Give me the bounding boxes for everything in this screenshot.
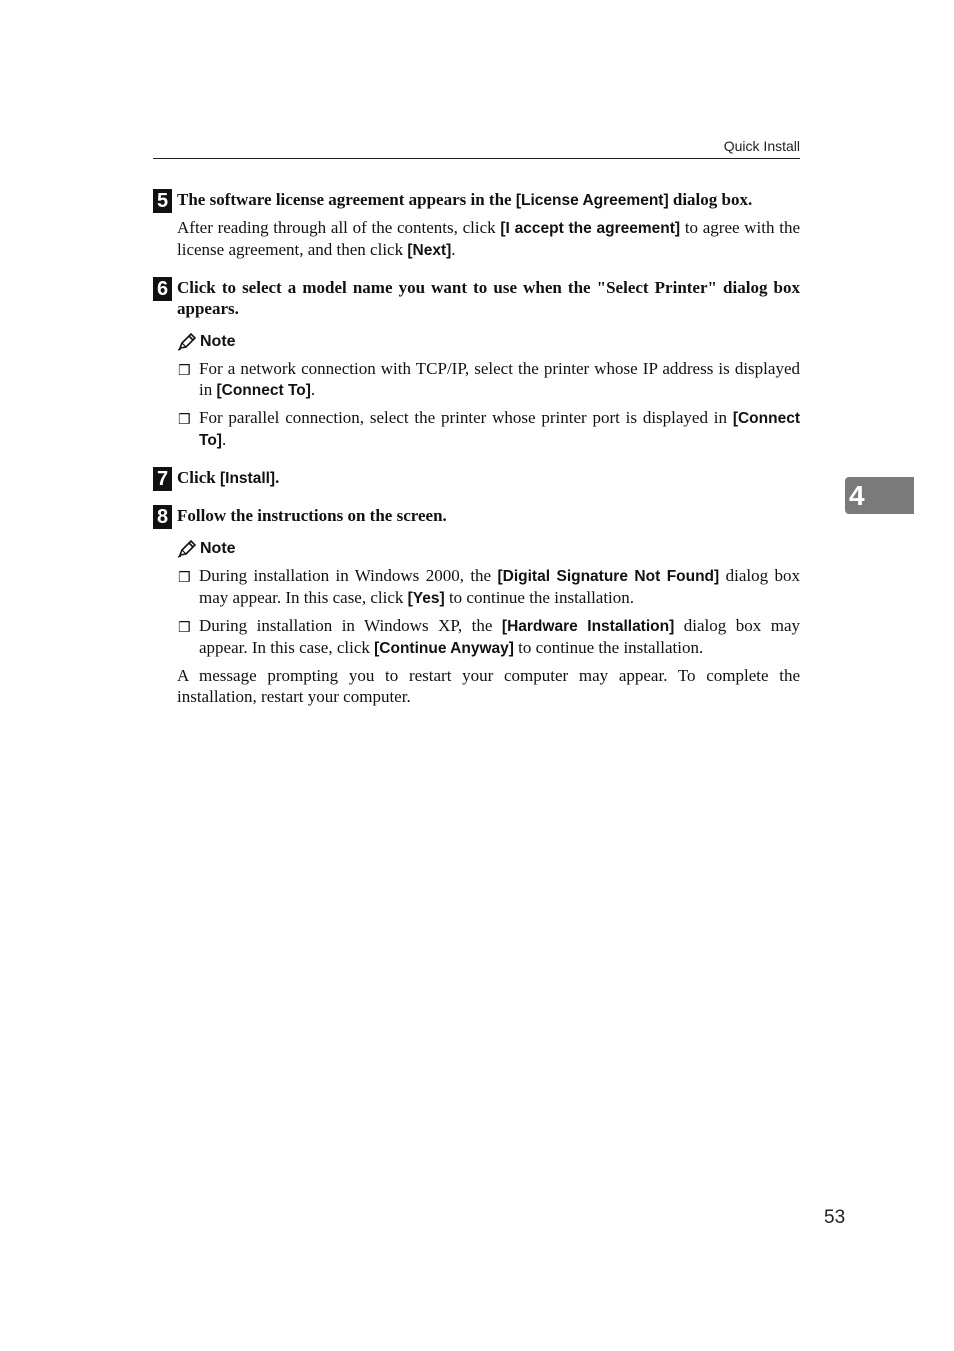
header-rule	[153, 158, 800, 159]
step-6	[153, 277, 800, 451]
checkbox-bullet-icon: ❒	[178, 620, 191, 636]
ui-label: [I accept the agreement]	[500, 220, 681, 237]
checkbox-bullet-icon: ❒	[178, 412, 191, 428]
chapter-tab: 4	[845, 477, 914, 514]
note-item: ❒ During installation in Windows 2000, the [Digital Signature Not Found] dialog box may appear. In this case, click [Yes] to continue the installation.	[178, 566, 800, 607]
step-number-badge: 7	[153, 467, 172, 491]
note-item: ❒ For parallel connection, select the printer whose printer port is displayed in [Connect To].	[178, 408, 800, 449]
note-item: ❒ For a network connection with TCP/IP, select the printer whose IP address is displayed in [Connect To].	[178, 359, 800, 399]
step-title: Follow the instructions on the screen.	[177, 506, 447, 525]
ui-label: [Continue Anyway]	[374, 640, 514, 657]
pencil-icon	[177, 540, 196, 558]
ui-label: [Digital Signature Not Found]	[497, 568, 720, 585]
step-number-badge: 5	[153, 189, 172, 213]
step-body: After reading through all of the contents, click [I accept the agreement] to agree with the license agreement, and then click [Next].	[177, 218, 800, 259]
step-5	[153, 189, 800, 261]
closing-paragraph: A message prompting you to restart your computer may appear. To complete the installation, restart your computer.	[177, 666, 800, 706]
page-number: 53	[824, 1207, 846, 1228]
ui-label: [Yes]	[407, 590, 445, 607]
step-8	[153, 505, 800, 707]
checkbox-bullet-icon: ❒	[178, 570, 191, 586]
ui-label: [Hardware Installation]	[501, 618, 675, 635]
running-header: Quick Install	[723, 138, 800, 154]
ui-label: [License Agreement]	[515, 192, 669, 209]
note-heading: Note	[177, 331, 800, 352]
step-title: Click to select a model name you want to use when the "Select Printer" dialog box appears.	[177, 278, 800, 318]
step-title: Click [Install].	[177, 468, 280, 487]
pencil-icon	[177, 333, 196, 351]
page-content	[153, 189, 800, 707]
ui-label: [Connect To]	[199, 410, 800, 449]
checkbox-bullet-icon: ❒	[178, 363, 191, 379]
step-number-badge: 8	[153, 505, 172, 529]
step-title: The software license agreement appears in the [License Agreement] dialog box.	[177, 190, 753, 209]
ui-label: [Connect To]	[216, 382, 311, 399]
step-7	[153, 467, 800, 489]
ui-label: [Install]	[219, 470, 276, 487]
note-heading: Note	[177, 538, 800, 559]
ui-label: [Next]	[407, 242, 452, 259]
note-item: ❒ During installation in Windows XP, the [Hardware Installation] dialog box may appear. In this case, click [Continue Anyway] to continue the installation.	[178, 616, 801, 657]
step-number-badge: 6	[153, 277, 172, 301]
